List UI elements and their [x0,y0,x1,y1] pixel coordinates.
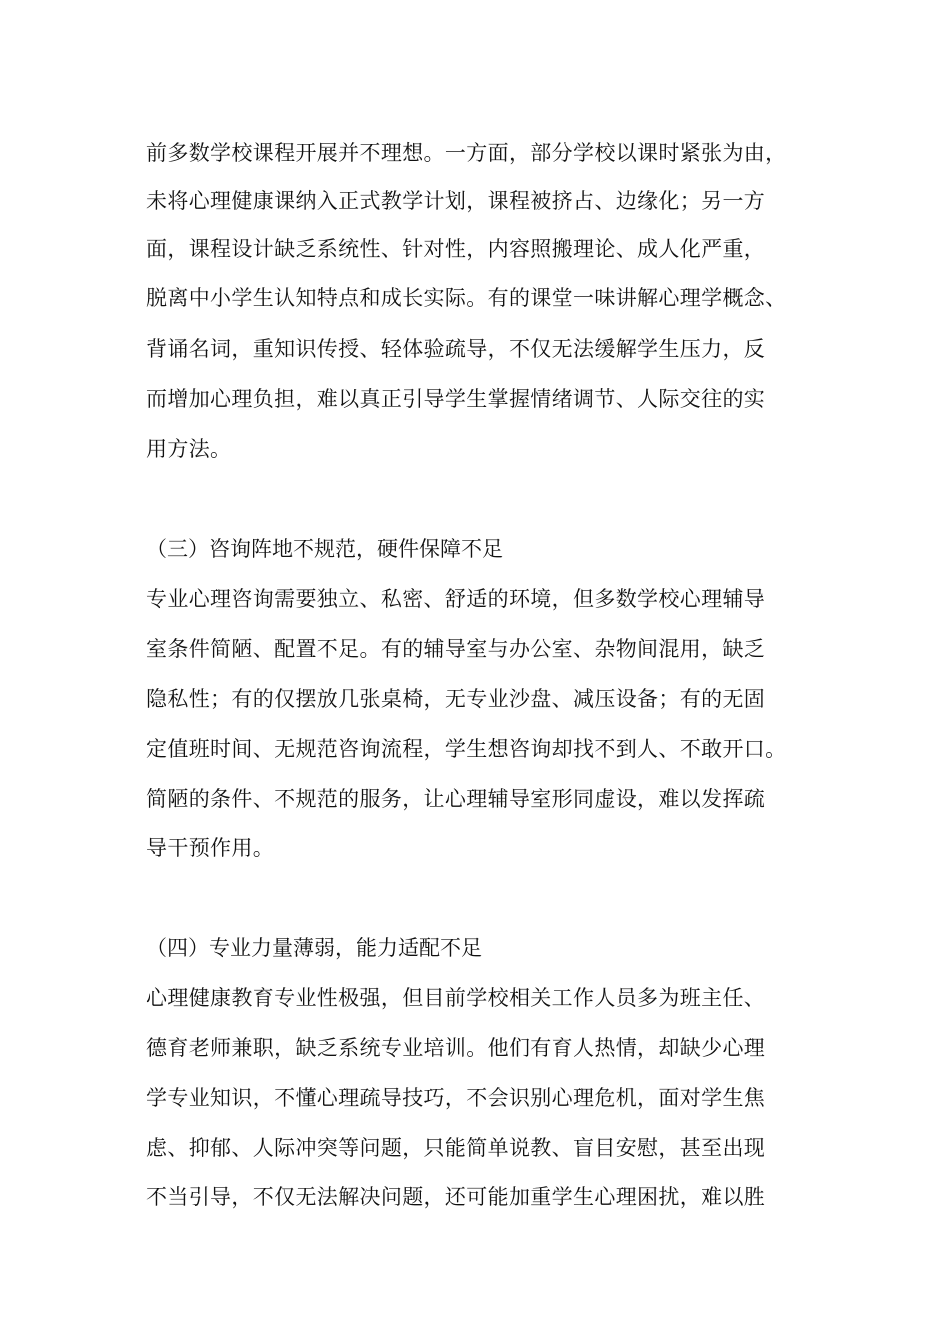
paragraph-line: 前多数学校课程开展并不理想。一方面，部分学校以课时紧张为由， [146,141,787,165]
paragraph-line: 学专业知识，不懂心理疏导技巧，不会识别心理危机，面对学生焦 [146,1086,766,1110]
paragraph-line: 脱离中小学生认知特点和成长实际。有的课堂一味讲解心理学概念、 [146,286,787,310]
paragraph-line: 导干预作用。 [146,836,275,860]
paragraph-line: 隐私性；有的仅摆放几张桌椅，无专业沙盘、减压设备；有的无固 [146,687,766,711]
paragraph-line: 背诵名词，重知识传授、轻体验疏导，不仅无法缓解学生压力，反 [146,337,766,361]
paragraph-line: 室条件简陋、配置不足。有的辅导室与办公室、杂物间混用，缺乏 [146,637,766,661]
section-heading-3: （三）咨询阵地不规范，硬件保障不足 [146,537,503,561]
paragraph-line: 虑、抑郁、人际冲突等问题，只能简单说教、盲目安慰，甚至出现 [146,1136,766,1160]
paragraph-line: 用方法。 [146,437,232,461]
paragraph-line: 定值班时间、无规范咨询流程，学生想咨询却找不到人、不敢开口。 [146,737,787,761]
paragraph-line: 未将心理健康课纳入正式教学计划，课程被挤占、边缘化；另一方 [146,189,766,213]
paragraph-line: 专业心理咨询需要独立、私密、舒适的环境，但多数学校心理辅导 [146,587,766,611]
paragraph-line: 心理健康教育专业性极强，但目前学校相关工作人员多为班主任、 [146,986,766,1010]
paragraph-line: 面，课程设计缺乏系统性、针对性，内容照搬理论、成人化严重， [146,237,766,261]
paragraph-line: 简陋的条件、不规范的服务，让心理辅导室形同虚设，难以发挥疏 [146,787,766,811]
paragraph-line: 不当引导，不仅无法解决问题，还可能加重学生心理困扰，难以胜 [146,1185,766,1209]
paragraph-line: 而增加心理负担，难以真正引导学生掌握情绪调节、人际交往的实 [146,387,766,411]
paragraph-line: 德育老师兼职，缺乏系统专业培训。他们有育人热情，却缺少心理 [146,1036,766,1060]
section-heading-4: （四）专业力量薄弱，能力适配不足 [146,936,482,960]
